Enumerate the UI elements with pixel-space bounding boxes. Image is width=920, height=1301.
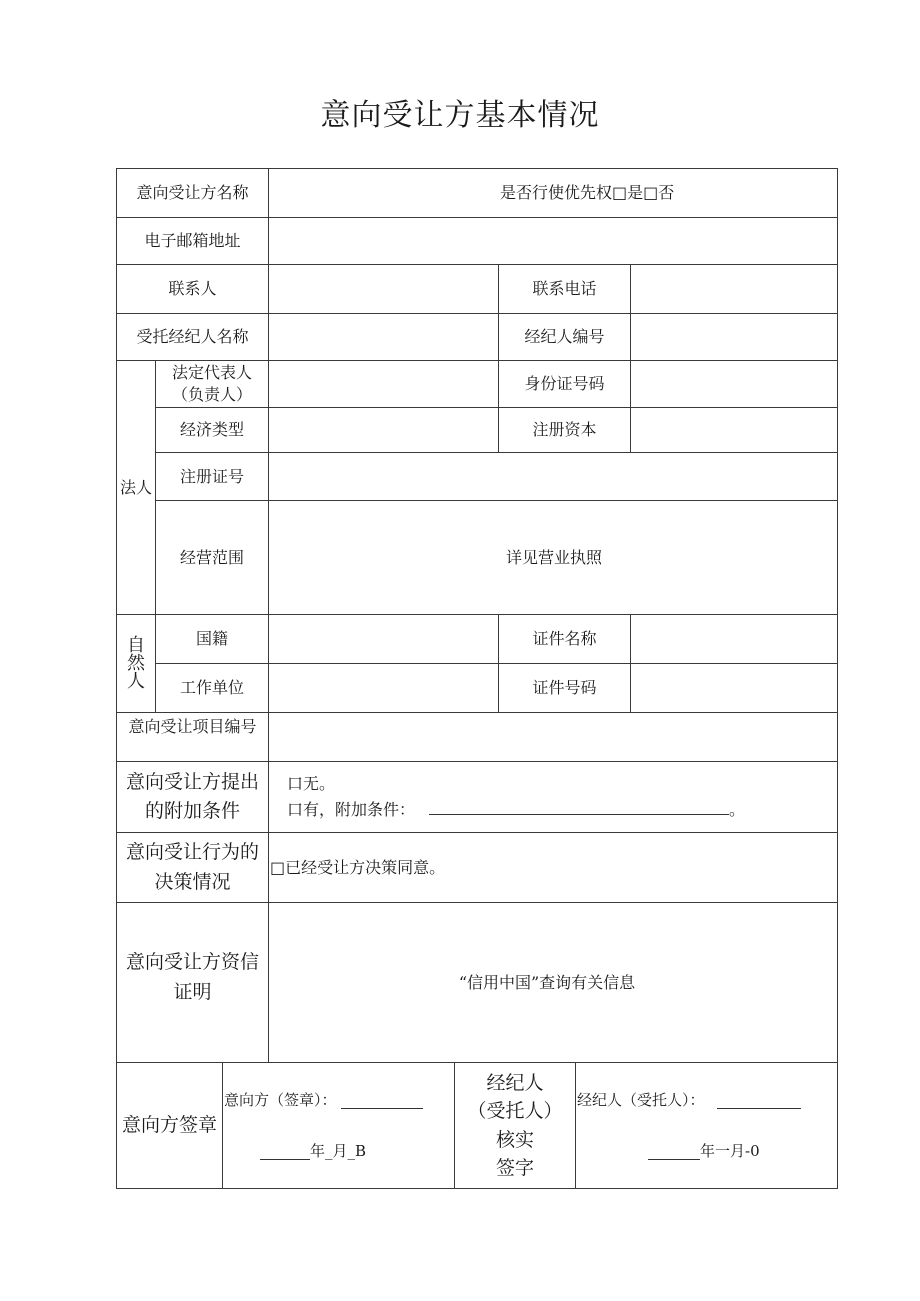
condition-none-option[interactable]: 口无。 bbox=[287, 773, 336, 793]
natural-person-char-2: 然 bbox=[127, 652, 145, 674]
condition-end-mark: 。 bbox=[729, 800, 746, 819]
registration-number-label: 注册证号 bbox=[179, 466, 244, 486]
nationality-field[interactable] bbox=[269, 615, 498, 663]
agent-verify-line2: （受托人） bbox=[467, 1100, 563, 1122]
priority-right-option[interactable]: 是否行使优先权□是□否 bbox=[500, 183, 675, 203]
condition-yes-row bbox=[287, 797, 745, 823]
certificate-number-field[interactable] bbox=[631, 664, 837, 712]
economic-type-field[interactable] bbox=[269, 408, 498, 452]
registered-capital-field[interactable] bbox=[631, 408, 837, 452]
agent-sign-row bbox=[577, 1086, 837, 1116]
contact-person-label: 联系人 bbox=[168, 279, 217, 299]
business-scope-value: 详见营业执照 bbox=[505, 547, 602, 567]
agent-name-field[interactable] bbox=[269, 314, 498, 360]
decision-label-line2: 决策情况 bbox=[154, 870, 231, 893]
id-number-label: 身份证号码 bbox=[524, 374, 605, 394]
additional-conditions-options bbox=[287, 762, 837, 832]
business-scope-label: 经营范围 bbox=[179, 547, 244, 567]
condition-yes-option[interactable]: 口有，附加条件： bbox=[287, 800, 416, 819]
agent-number-label: 经纪人编号 bbox=[524, 327, 605, 347]
transferee-name-field[interactable] bbox=[269, 169, 498, 217]
agent-date-text: 年一月-0 bbox=[700, 1142, 760, 1161]
page-title: 意向受让方基本情况 bbox=[320, 98, 600, 133]
natural-person-char-1: 自 bbox=[127, 634, 145, 656]
credit-proof-line1: 意向受让方资信 bbox=[125, 951, 259, 974]
transferee-name-label: 意向受让方名称 bbox=[136, 183, 249, 203]
credit-proof-line2: 证明 bbox=[173, 980, 212, 1003]
agent-sign-label: 经纪人（受托人）： bbox=[577, 1091, 705, 1110]
party-seal-row bbox=[224, 1086, 454, 1116]
certificate-name-label: 证件名称 bbox=[532, 629, 597, 649]
agent-verify-line4: 签字 bbox=[495, 1157, 534, 1179]
legal-rep-field[interactable] bbox=[269, 361, 498, 407]
agent-date-year-line[interactable] bbox=[648, 1145, 700, 1160]
agent-sign-line[interactable] bbox=[717, 1094, 801, 1109]
certificate-name-field[interactable] bbox=[631, 615, 837, 663]
email-label: 电子邮箱地址 bbox=[144, 231, 241, 251]
party-seal-label: 意向方（签章）： bbox=[224, 1091, 337, 1110]
agent-number-field[interactable] bbox=[631, 314, 837, 360]
credit-proof-value: “信用中国”查询有关信息 bbox=[458, 972, 636, 992]
nationality-label: 国籍 bbox=[195, 629, 228, 649]
signature-label: 意向方签章 bbox=[121, 1113, 217, 1136]
agent-name-label: 受托经纪人名称 bbox=[136, 327, 249, 347]
email-field[interactable] bbox=[269, 218, 837, 264]
decision-approved-option[interactable]: □已经受让方决策同意。 bbox=[270, 857, 446, 877]
decision-label-line1: 意向受让行为的 bbox=[125, 841, 259, 864]
party-date-text: 年_月_B bbox=[310, 1142, 367, 1161]
employer-field[interactable] bbox=[269, 664, 498, 712]
decision-label bbox=[117, 833, 268, 902]
party-date-year-line[interactable] bbox=[260, 1145, 310, 1160]
project-number-field[interactable] bbox=[269, 713, 837, 761]
natural-person-group-label bbox=[117, 615, 155, 712]
certificate-number-label: 证件号码 bbox=[532, 678, 597, 698]
contact-phone-field[interactable] bbox=[631, 265, 837, 313]
economic-type-label: 经济类型 bbox=[179, 420, 244, 440]
project-number-label: 意向受让项目编号 bbox=[128, 717, 257, 737]
additional-conditions-line1: 意向受让方提出 bbox=[125, 770, 259, 793]
party-date-row bbox=[260, 1138, 454, 1166]
party-seal-line[interactable] bbox=[341, 1094, 423, 1109]
additional-conditions-line2: 的附加条件 bbox=[144, 800, 240, 822]
registration-number-field[interactable] bbox=[269, 453, 837, 500]
additional-conditions-label bbox=[117, 762, 268, 832]
contact-person-field[interactable] bbox=[269, 265, 498, 313]
legal-rep-line1: 法定代表人 bbox=[171, 363, 252, 383]
registered-capital-label: 注册资本 bbox=[532, 420, 597, 440]
agent-verify-label bbox=[455, 1063, 575, 1188]
legal-rep-line2: （负责人） bbox=[171, 385, 252, 404]
employer-label: 工作单位 bbox=[179, 678, 244, 698]
agent-verify-line3: 核实 bbox=[495, 1128, 534, 1151]
condition-blank-line[interactable] bbox=[429, 800, 729, 815]
credit-proof-label bbox=[117, 903, 268, 1062]
legal-person-group-label: 法人 bbox=[119, 477, 152, 497]
legal-rep-label bbox=[156, 361, 268, 407]
contact-phone-label: 联系电话 bbox=[532, 279, 597, 299]
natural-person-char-3: 人 bbox=[127, 670, 145, 692]
agent-verify-line1: 经纪人 bbox=[486, 1071, 544, 1094]
id-number-field[interactable] bbox=[631, 361, 837, 407]
agent-date-row bbox=[648, 1138, 837, 1166]
